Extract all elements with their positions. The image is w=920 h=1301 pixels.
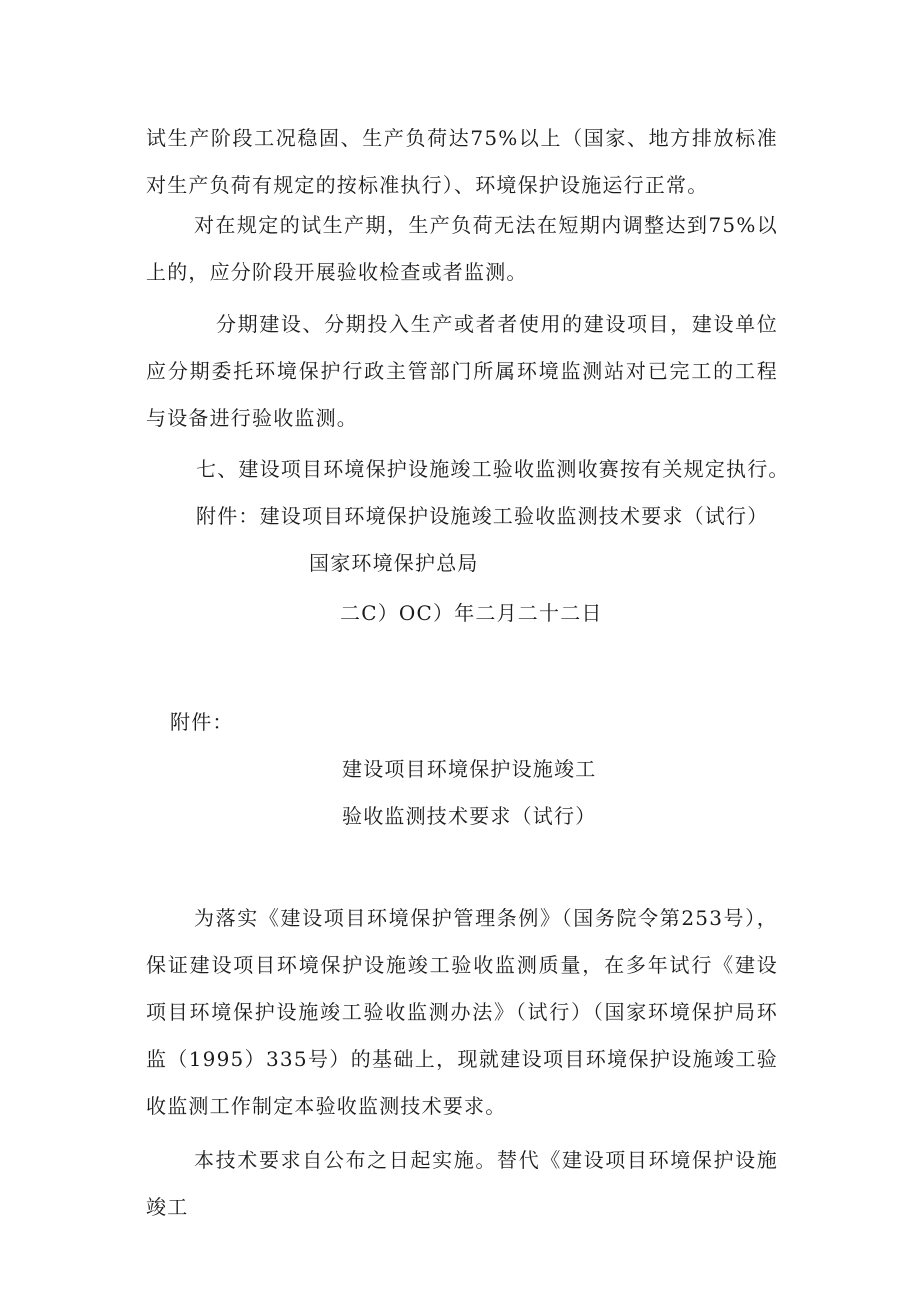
paragraph-attachment-intro: 为落实《建设项目环境保护管理条例》（国务院令第253号），保证建设项目环境保护设施竣工验收监测质量，在多年试行《建设项目环境保护设施竣工验收监测办法》（试行）（国家环境保护局环监（1995）335号）的基础上，现就建设项目环境保护设施竣工验收监测工作制定本验收监测技术要求。 [146, 906, 778, 1118]
paragraph-trial-production: 试生产阶段工况稳固、生产负荷达75%以上（国家、地方排放标准对生产负荷有规定的按标准执行）、环境保护设施运行正常。 [146, 126, 778, 197]
paragraph-effective-date: 本技术要求自公布之日起实施。替代《建设项目环境保护设施竣工 [146, 1148, 778, 1219]
attachment-reference: 附件：建设项目环境保护设施竣工验收监测技术要求（试行） [196, 504, 769, 528]
attachment-title-line1: 建设项目环境保护设施竣工 [342, 757, 597, 781]
paragraph-load-adjustment: 对在规定的试生产期，生产负荷无法在短期内调整达到75%以上的，应分阶段开展验收检查或者监测。 [146, 213, 778, 284]
attachment-label: 附件： [170, 710, 234, 734]
issue-date: 二C）OC）年二月二十二日 [340, 601, 603, 625]
paragraph-item-seven: 七、建设项目环境保护设施竣工验收监测收赛按有关规定执行。 [196, 457, 790, 481]
attachment-title-line2: 验收监测技术要求（试行） [342, 804, 597, 828]
paragraph-phased-construction: 分期建设、分期投入生产或者者使用的建设项目，建设单位应分期委托环境保护行政主管部门所属环境监测站对已完工的工程与设备进行验收监测。 [146, 312, 778, 430]
issuer-name: 国家环境保护总局 [309, 551, 479, 575]
